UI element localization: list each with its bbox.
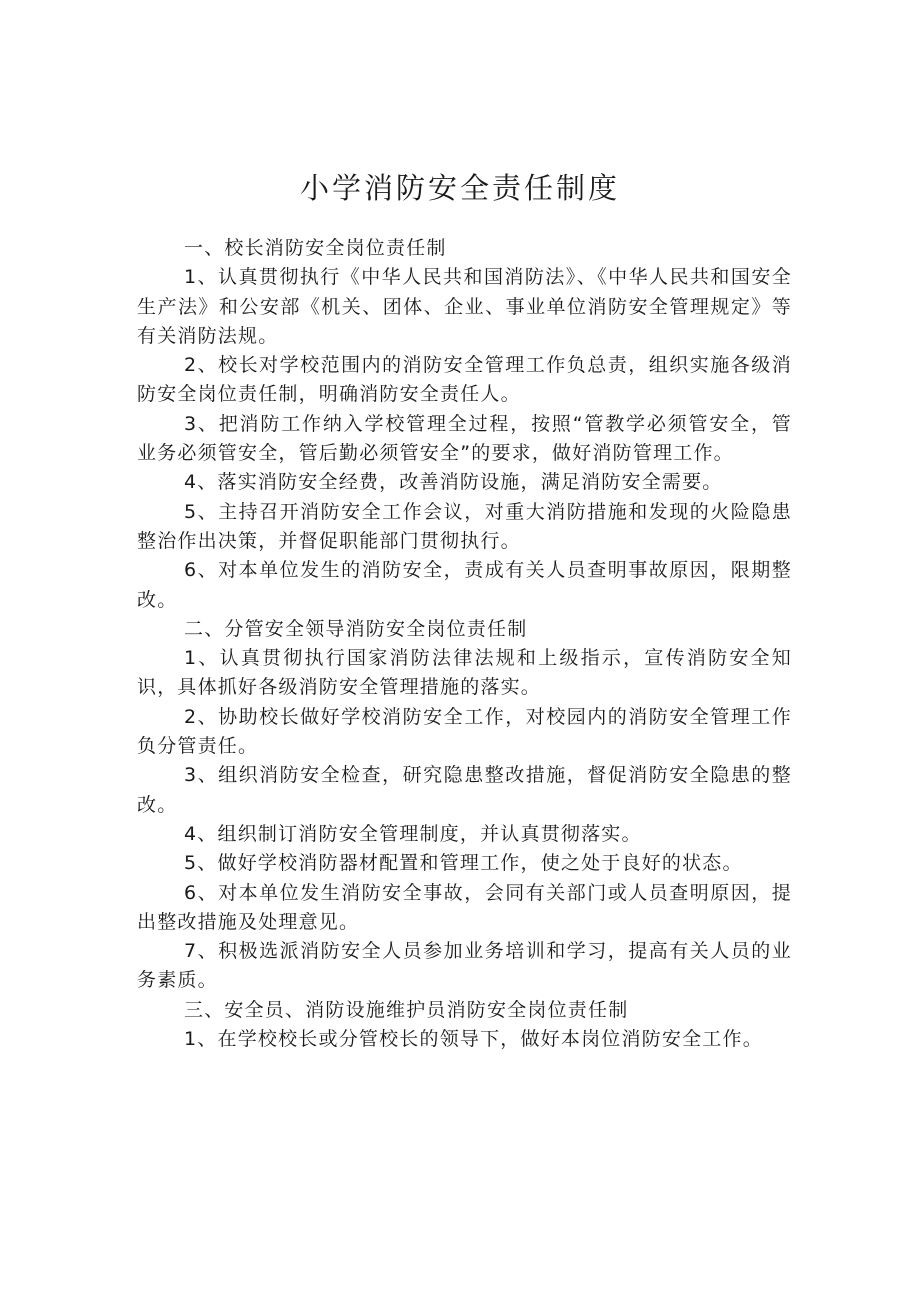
paragraph: 1、认真贯彻执行国家消防法律法规和上级指示，宣传消防安全知识，具体抓好各级消防安全管理措施的落实。 bbox=[137, 647, 792, 699]
paragraph: 1、在学校校长或分管校长的领导下，做好本岗位消防安全工作。 bbox=[184, 1028, 763, 1051]
document-title: 小学消防安全责任制度 bbox=[299, 171, 620, 205]
section-heading-deputy: 二、分管安全领导消防安全岗位责任制 bbox=[184, 617, 528, 640]
paragraph: 6、对本单位发生的消防安全，责成有关人员查明事故原因，限期整改。 bbox=[137, 559, 792, 611]
paragraph: 6、对本单位发生消防安全事故，会同有关部门或人员查明原因，提出整改措施及处理意见。 bbox=[137, 881, 792, 933]
paragraph: 4、落实消防安全经费，改善消防设施，满足消防安全需要。 bbox=[184, 471, 723, 494]
section-heading-principal: 一、校长消防安全岗位责任制 bbox=[184, 237, 447, 259]
paragraph: 3、把消防工作纳入学校管理全过程，按照“管教学必须管安全，管业务必须管安全，管后勤必须管安全”的要求，做好消防管理工作。 bbox=[137, 412, 792, 465]
paragraph: 2、协助校长做好学校消防安全工作，对校园内的消防安全管理工作负分管责任。 bbox=[137, 705, 792, 758]
paragraph: 5、主持召开消防安全工作会议，对重大消防措施和发现的火险隐患整治作出决策，并督促职能部门贯彻执行。 bbox=[137, 500, 792, 552]
section-heading-safety-officer: 三、安全员、消防设施维护员消防安全岗位责任制 bbox=[184, 998, 629, 1021]
paragraph: 5、做好学校消防器材配置和管理工作，使之处于良好的状态。 bbox=[184, 852, 743, 875]
paragraph: 4、组织制订消防安全管理制度，并认真贯彻落实。 bbox=[184, 822, 642, 845]
paragraph: 3、组织消防安全检查，研究隐患整改措施，督促消防安全隐患的整改。 bbox=[137, 764, 792, 816]
paragraph: 2、校长对学校范围内的消防安全管理工作负总责，组织实施各级消防安全岗位责任制，明确消防安全责任人。 bbox=[137, 354, 792, 406]
paragraph: 1、认真贯彻执行《中华人民共和国消防法》、《中华人民共和国安全生产法》和公安部《机关、团体、企业、事业单位消防安全管理规定》等有关消防法规。 bbox=[137, 266, 792, 347]
paragraph: 7、积极选派消防安全人员参加业务培训和学习，提高有关人员的业务素质。 bbox=[137, 940, 792, 992]
document-body bbox=[137, 234, 792, 1054]
